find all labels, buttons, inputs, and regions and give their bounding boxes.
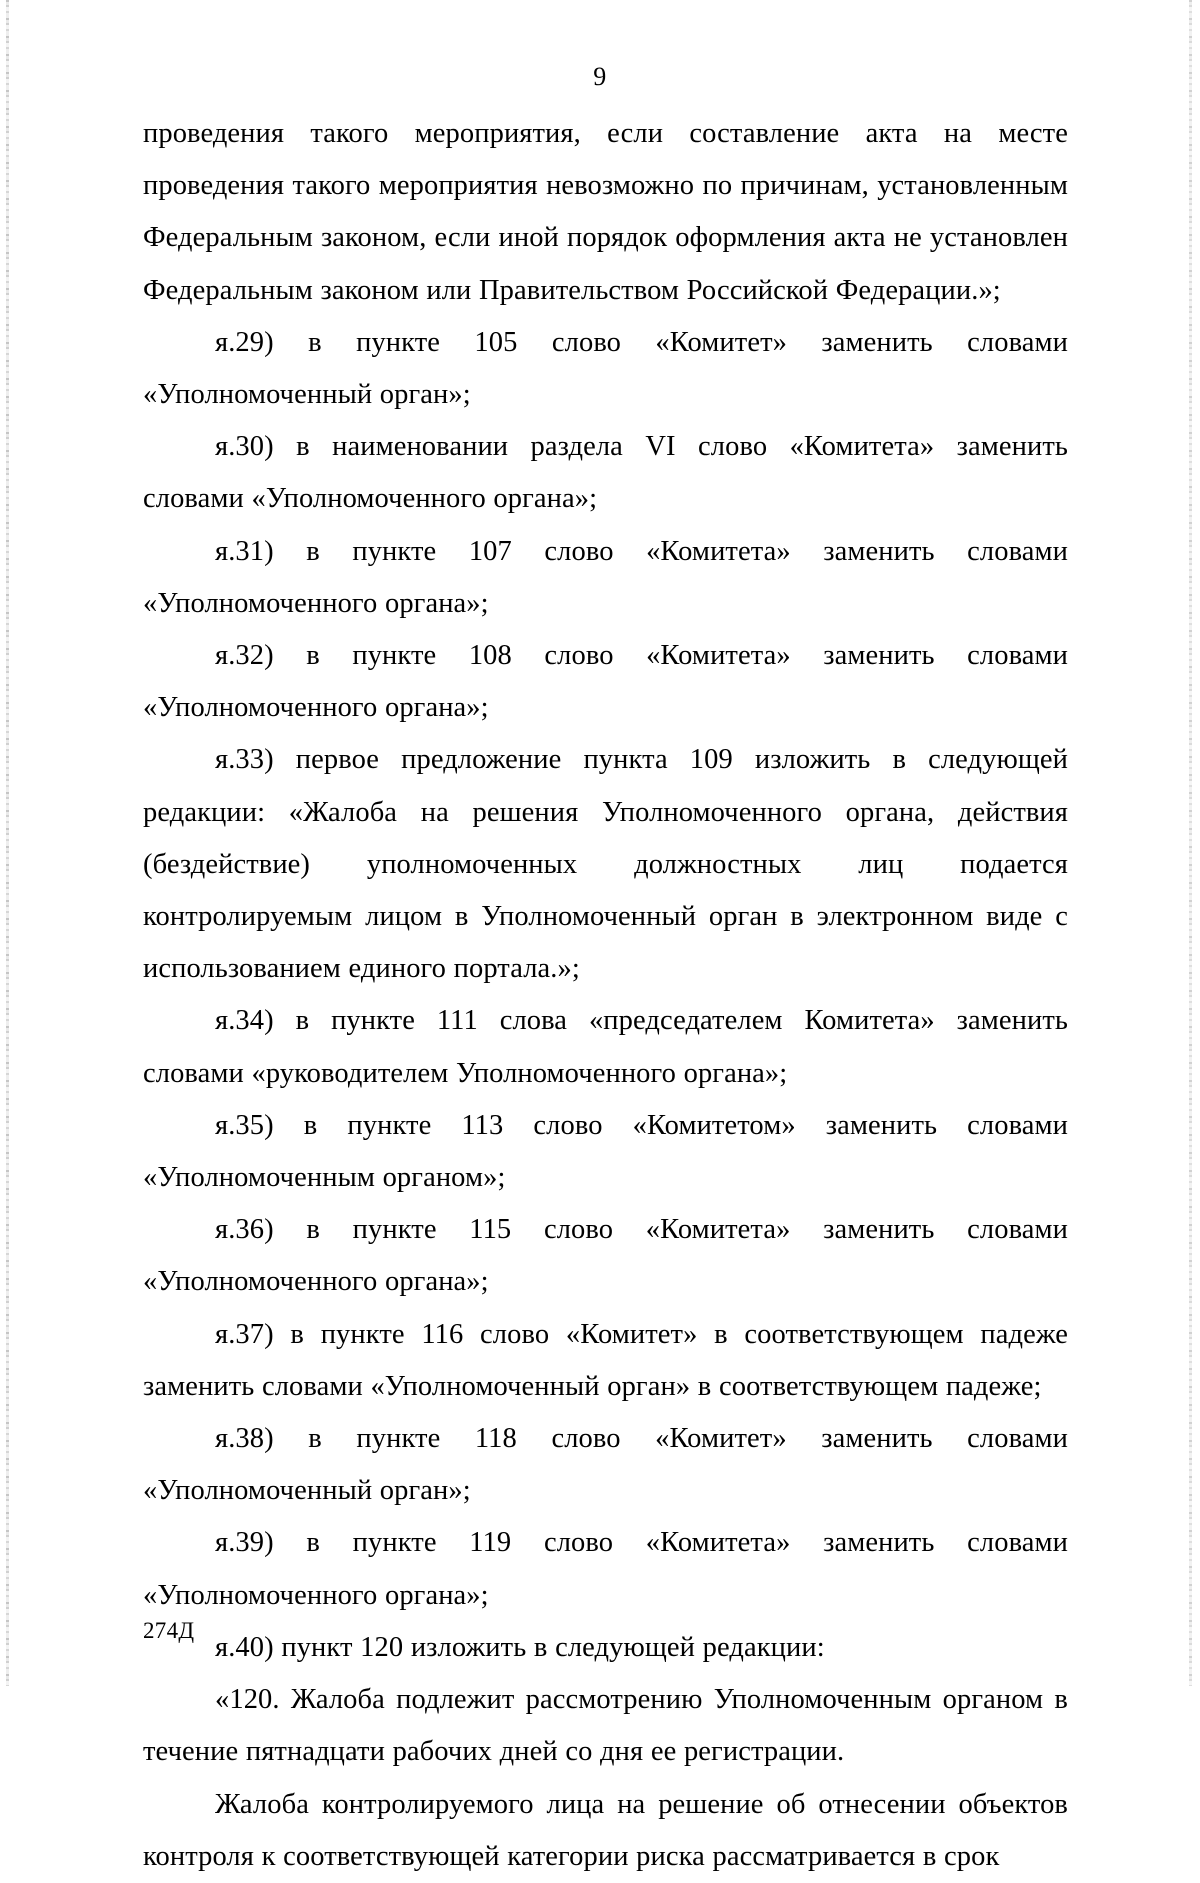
item-ya-32: я.32) в пункте 108 слово «Комитета» заменить словами «Уполномоченного органа»; xyxy=(143,640,1068,724)
item-ya-34: я.34) в пункте 111 слова «председателем Комитета» заменить словами «руководителем Уполномоченного органа»; xyxy=(143,1005,1068,1089)
quote-120: «120. Жалоба подлежит рассмотрению Уполномоченным органом в течение пятнадцати рабочих дней со дня ее регистрации. xyxy=(143,1684,1068,1768)
item-ya-29: я.29) в пункте 105 слово «Комитет» заменить словами «Уполномоченный орган»; xyxy=(143,326,1068,411)
item-ya-37: я.37) в пункте 116 слово «Комитет» в соответствующем падеже заменить словами «Уполномоченный орган» в соответствующем падеже; xyxy=(143,1318,1068,1402)
item-ya-30: я.30) в наименовании раздела VI слово «Комитета» заменить словами «Уполномоченного органа»; xyxy=(143,431,1068,515)
scan-artifact-right-edge xyxy=(1189,0,1192,1686)
item-ya-31: я.31) в пункте 107 слово «Комитета» заменить словами «Уполномоченного органа»; xyxy=(143,535,1068,619)
quote-120-continued: Жалоба контролируемого лица на решение об отнесении объектов контроля к соответствующей категории риска рассматривается в срок xyxy=(143,1788,1068,1872)
item-ya-33: я.33) первое предложение пункта 109 изложить в следующей редакции: «Жалоба на решения Уполномоченного органа, действия (бездействие) уполномоченных должностных лиц подается контролируемым лицом в Уполномоченный орган в электронном виде с использованием единого портала.»; xyxy=(143,744,1068,985)
item-ya-39: я.39) в пункте 119 слово «Комитета» заменить словами «Уполномоченного органа»; xyxy=(143,1527,1068,1611)
scan-artifact-left-edge xyxy=(6,0,9,1686)
page-number: 9 xyxy=(593,62,607,91)
item-ya-38: я.38) в пункте 118 слово «Комитет» заменить словами «Уполномоченный орган»; xyxy=(143,1423,1068,1507)
footer-document-code: 274Д xyxy=(143,1618,195,1643)
item-ya-35: я.35) в пункте 113 слово «Комитетом» заменить словами «Уполномоченным органом»; xyxy=(143,1109,1068,1194)
document-body xyxy=(143,108,1068,1883)
item-ya-36: я.36) в пункте 115 слово «Комитета» заменить словами «Уполномоченного органа»; xyxy=(143,1214,1068,1298)
item-ya-40: я.40) пункт 120 изложить в следующей редакции: xyxy=(215,1631,825,1663)
para-continuation: проведения такого мероприятия, если составление акта на месте проведения такого мероприятия невозможно по причинам, установленным Федеральным законом, если иной порядок оформления акта не установлен Федеральным законом или Правительством Российской Федерации.»; xyxy=(143,118,1068,306)
